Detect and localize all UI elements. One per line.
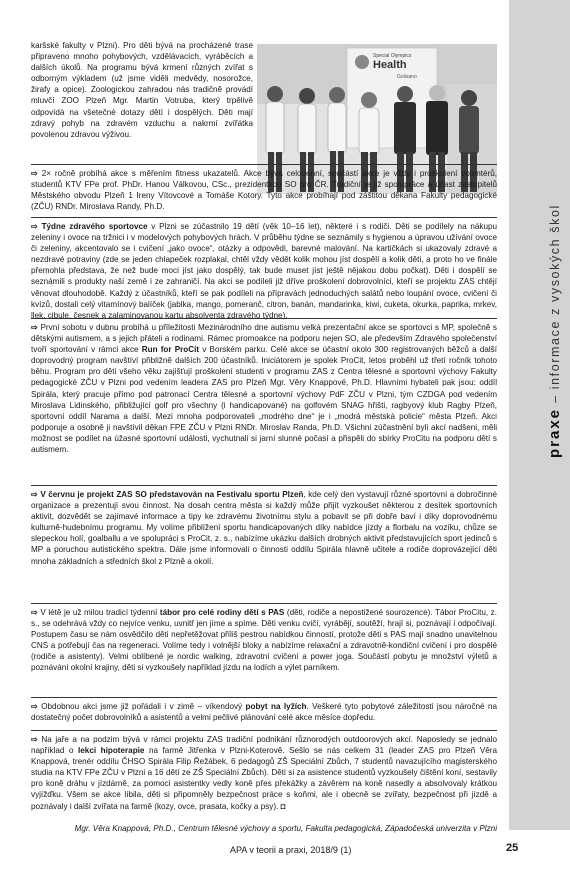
arrow-icon: ⇨ [31,735,38,744]
banner-line-3: Golisano [397,74,417,80]
banner-line-2: Health [373,59,407,71]
paragraph-text: v Plzni se zúčastnilo 19 dětí (věk 10–16 let), některé i s rodiči. Děti se podílely na nákupu zeleniny i ovoce na tržnici i v modelových pohybových hrách. V průběhu týdne se seznámily s hygienou a úpravou užívání ovoce či zeleniny, akcentovalo se i cvičení „jako ovoce“, otázky a odpovědi, barevné malování. Na kartičkách si ukazovaly zdravé a nezdravé potraviny (zde se jeden chlapeček rozplakal, chtěl vždy vědět kolik mohou jíst dospělí a kolik děti, a proto ho ve finále přemohla představa, že než bude moci jíst jako dospělý, tak bude muset jíst ještě nějakou dobu počkat). Děti i dospělí se seznámili s produkty naší země i ze zahraničí. Na akci se podíleli již dříve proškolení dobrovolníci, kteří se projektu ZAS chtějí věnovat dlouhodobě. Každý z účastníků, kteří se pak podíleli na přípravách jednoduchých salátů nebo loupání ovoce, cvičení či kvízů, dostali celý vitamínový balíček (jablka, mango, pomeranč, citron, banán, mandarinka, kiwi, cuketa, okurka, paprika, mrkev, llek, cibule, česnek a zalaminovanou kartu absolventa zdravého týdne). [31,222,497,320]
divider [31,697,497,698]
paragraph-text: První sobotu v dubnu probíhá u příležitosti Mezinárodního dne autismu velká prezentační akce se sportovci s MP, společně s dětskými autismem, a s jejich přáteli a rodinami. Rámec promoakce na podporu nejen SO, ale především Zdravého společenství tvoří sportování v rámci akce [31,323,497,355]
paragraph-fitness [31,168,497,212]
paragraph-text: . Veškeré tyto pobytové záležitosti jsou náročné na dostatečný počet dobrovolníků a asistentů a velmi pečlivé plánování celé akce měsíce dopředu. [31,702,497,723]
paragraph-highlight: V červnu je projekt ZAS SO představován na Festivalu sportu Plzeň [40,490,304,499]
divider [31,603,497,604]
paragraph-highlight: Týdne zdravého sportovce [41,222,148,231]
divider [31,164,497,165]
section-label-bold: praxe [546,407,563,458]
paragraph-text: Na jaře a na podzim bývá v rámci projektu ZAS tradiční podnikání různorodých outdoorových akcí. Naposledy se jednalo například o [31,735,497,756]
page-number: 25 [506,842,519,854]
paragraph-autism-day [31,322,497,455]
end-mark-icon: ◘ [280,801,286,811]
paragraph-text: 2× ročně probíhá akce s měřením fitness ukazatelů. Akce bývá celodenní, součástí akce je vždy i proškolení volontérů, studentů KTV FPe prof. PhDr. Hanou Válkovou, CSc., prezidentkou SO pro ČR. Tradiční je již spolupráce a účast zastupitelů Městského obvodu Plzeň 1 Ireny Vítovcové a Tomáše Kotory. Tyto akce probíhají pod záštitou děkana Fakulty pedagogické (ZČU) RNDr. Miroslava Randy, Ph.D. [31,169,497,212]
divider [31,485,497,486]
paragraph-hippotherapy [31,734,497,812]
arrow-icon: ⇨ [31,702,38,711]
paragraph-ski [31,701,497,723]
paragraph-healthy-week [31,221,497,321]
divider [31,318,497,319]
paragraph-highlight: pobyt na lyžích [245,702,307,711]
divider [31,730,497,731]
banner-line-1: Special Olympics [373,53,412,59]
author-signature: Mgr. Věra Knappová, Ph.D., Centrum tělesné výchovy a sportu, Fakulta pedagogická, Západočeská univerzita v Plzni [74,824,497,833]
paragraph-text: V létě je už milou tradicí týdenní [40,608,160,617]
arrow-icon: ⇨ [31,222,38,231]
paragraph-text: (děti, rodiče a nepostižené sourozence). Tábor ProCitu, z. s., se odehrává vždy co nejvíce venku, uvnitř jen jíme a spíme. Děti venku cvičí, vyrábějí, soutěží, hrají si, poznávají i odpočívají. Postupem času se nám osvědčilo děti nepřetěžovat příliš pestrou nabídkou činností, protože děti s PAS mají snadno unavitelnou CNS a potřebují čas na regeneraci. Volíme tedy i volnější bloky a nabízíme relaxační a zdravotně-kondiční cvičení i pro dospělé (rodiče a asistenty). Velmi oblíbené je nordic walking, zdravotní cvičení a power joga. Součástí pobytu je množství výletů a poznávání okolní krajiny, děti si vyzkoušely například jízdu na lodích a výlet parníkem. [31,608,497,673]
paragraph-text: Obdobnou akci jsme již pořádali i v zimě – víkendový [41,702,246,711]
paragraph-highlight: Run for ProCit [141,345,200,355]
intro-text [31,40,253,140]
paragraph-text: na farmě Jitřenka v Plzni-Koterově. Sešlo se nás celkem 31 (leader ZAS pro Plzeň Věra Knappová, trenér oddílu ČHSO Spirála Filip Řežábek, 6 pedagogů ZŠ Speciální Zbůch, 7 studentů navazujícího magisterského studia na KTV FPe ZČU v Plzni a 16 dětí ze ZŠ Speciální Zbůch). Děti si za asistence studentů vyzkoušely čištění koní, sestavily pro koně dráhu v jízdárně, za pomoci asistentky vedly koně přes překážky a závěrem na koně nasedly a absolvovaly krátkou vyjížďku. Všem se akce líbila, děti si připomněly bezpečnost práce s koňmi, ale i obecně se zvířaty, bezpečnost při jízdě a poznávaly i další zvířata na farmě (kozy, ovce, prasata, kočky a psy). [31,746,498,811]
paragraph-festival [31,489,497,567]
arrow-icon: ⇨ [31,490,38,499]
journal-footer: APA v teorii a praxi, 2018/9 (1) [230,845,352,855]
section-label-rest: – informace z vysokých škol [548,204,562,408]
arrow-icon: ⇨ [31,608,38,617]
divider [31,217,497,218]
paragraph-highlight: lekci hipoterapie [78,746,145,756]
intro-block [31,40,497,160]
intro-paragraph: karšské fakulty v Plzni). Pro děti bývá na procházené trase připraveno mnoho pohybových, vzdělávacích, vyráběcích a dalších úkolů. Na programu bývá krmení různých zvířat s odborným výkladem (už jsme viděli medvědy, nosorožce, žirafy a opice). Zoologickou zahradou nás tradičně provádí mluvčí ZOO Plzeň Mgr. Martin Votruba, který trpělivě odpovídá na všetečné dotazy dětí i dospělých. Děti mají zdravý pohyb na zdravém vzduchu a nakrmí zvířátka povolenou zdravou výživou. [31,41,253,139]
paragraph-text: v Borském parku. Celé akce se účastní okolo 300 registrovaných běžců a další doprovodný program navštíví přibližně dalších 200 účastníků. Iniciátorem je spolek ProCit, letos proběhl už třetí ročník tohoto běhu. Program pro děti všeho věku zajišťují proškolení studenti v programu ZAS z Centra tělesné a sportovní výchovy Fakulty pedagogické ZČU v Plzni pod vedením leadera ZAS pro Plzeň Mgr. Věry Knappové, Ph.D. Hlavními hybateli pak jsou: oddíl Spirála, který pracuje přímo pod patronací Centra tělesné a sportovní výchovy PdF ZČU v Plzni, tým CZDGA pod vedením Miroslava Lidinského, přibližující golf pro všechny (i handicapované) na golfovém SNAG hřišti, ragbyový klub Ragby Plzeň, sportovní oddíl Narama a další. Mezi mnoha podporovateli „modrého dne“ je i „modrá městská policie“ města Plzeň. Akci podporuje a osobně ji navštívil děkan FPE ZČU v Plzni RNDr. Miroslav Randa, Ph.D. Všichni zúčastnění byli akcí nadšeni, měli možnost se podílet na úžasné sportovní události, vychutnali si jarní slunné počasí a přispěli do sbírky ProCitu na podporu dětí s autismem. [31,345,497,455]
paragraph-text: , kde celý den vystavují různé sportovní a dobročinné organizace a prezentují svou činnost. Na dosah centra města si každý může přijít vyzkoušet některou z desítek sportovních aktivit, dozvědět se zajímavé informace a tipy ke zdravému životnímu stylu a pobavit se při dobře baví i díky doprovodnému kulturně-hudebnímu programu. My volíme přiblížení sportu handicapovaných díky nabídce jízdy a florbalu na vozíku, chůze se slepeckou holí, goalballu a ve spolupráci s ProCit, z. s., nabízíme ukázku dalších drobných aktivit představujících sport jedinců s MP a poruchou autistického spektra. Dále jsme informovali o činnosti oddílu Spirála hlavně učitele a rodiče doprovázející děti mnoha základních a středních škol z Plzně a okolí. [31,490,497,566]
arrow-icon: ⇨ [31,323,38,332]
arrow-icon: ⇨ [31,169,38,178]
paragraph-highlight: tábor pro celé rodiny dětí s PAS [159,608,285,617]
section-label [546,204,563,458]
paragraph-summer-camp [31,607,497,674]
